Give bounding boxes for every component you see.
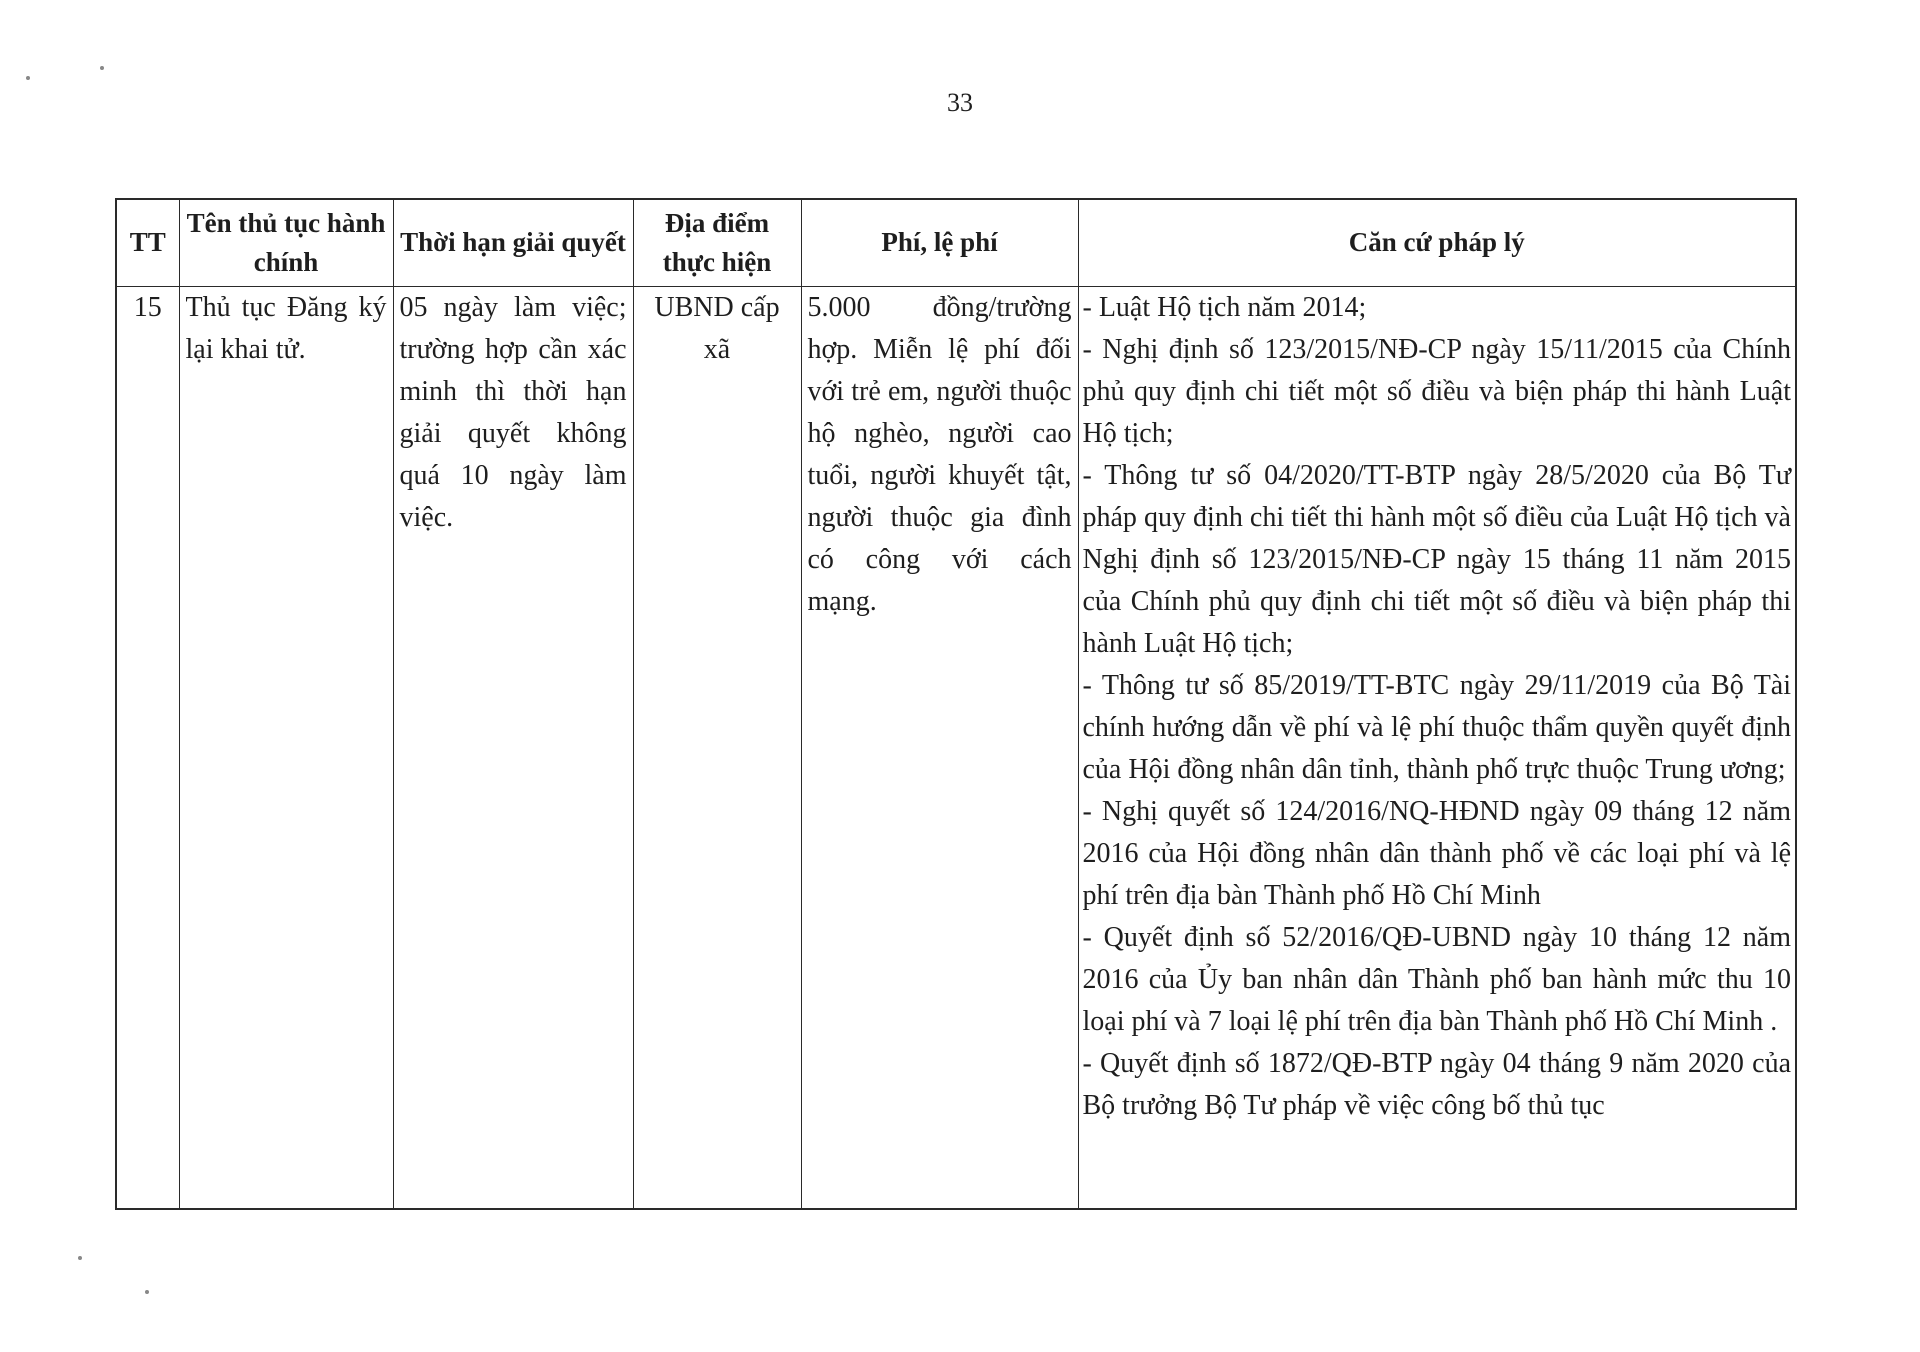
scan-speck xyxy=(26,76,30,80)
scan-speck xyxy=(100,66,104,70)
cell-procedure-name: Thủ tục Đăng ký lại khai tử. xyxy=(179,286,393,1208)
legal-item: - Nghị quyết số 124/2016/NQ-HĐND ngày 09 tháng 12 năm 2016 của Hội đồng nhân dân thành phố về các loại phí và lệ phí trên địa bàn Thành phố Hồ Chí Minh xyxy=(1082,795,1791,911)
cell-duration: 05 ngày làm việc; trường hợp cần xác minh thì thời hạn giải quyết không quá 10 ngày làm việc. xyxy=(393,286,633,1208)
legal-item: - Thông tư số 04/2020/TT-BTP ngày 28/5/2020 của Bộ Tư pháp quy định chi tiết thi hành một số điều của Luật Hộ tịch và Nghị định số 123/2015/NĐ-CP ngày 15 tháng 11 năm 2015 của Chính phủ quy định chi tiết một số điều và biện pháp thi hành Luật Hộ tịch; xyxy=(1082,459,1791,659)
cell-location: UBND cấp xã xyxy=(633,286,801,1208)
legal-item: - Quyết định số 1872/QĐ-BTP ngày 04 tháng 9 năm 2020 của Bộ trưởng Bộ Tư pháp về việc công bố thủ tục xyxy=(1082,1047,1791,1121)
cell-tt: 15 xyxy=(117,286,179,1208)
cell-legal-basis xyxy=(1078,286,1795,1208)
legal-item: - Quyết định số 52/2016/QĐ-UBND ngày 10 tháng 12 năm 2016 của Ủy ban nhân dân Thành phố ban hành mức thu 10 loại phí và 7 loại lệ phí trên địa bàn Thành phố Hồ Chí Minh . xyxy=(1082,921,1791,1037)
header-fee: Phí, lệ phí xyxy=(801,200,1078,286)
table-row xyxy=(117,286,1795,1208)
legal-item: - Luật Hộ tịch năm 2014; xyxy=(1082,291,1367,323)
legal-item: - Thông tư số 85/2019/TT-BTC ngày 29/11/2019 của Bộ Tài chính hướng dẫn về phí và lệ phí thuộc thẩm quyền quyết định của Hội đồng nhân dân tỉnh, thành phố trực thuộc Trung ương; xyxy=(1082,669,1791,785)
header-tt: TT xyxy=(117,200,179,286)
header-procedure-name: Tên thủ tục hành chính xyxy=(179,200,393,286)
header-legal-basis: Căn cứ pháp lý xyxy=(1078,200,1795,286)
scan-speck xyxy=(145,1290,149,1294)
legal-item: - Nghị định số 123/2015/NĐ-CP ngày 15/11/2015 của Chính phủ quy định chi tiết một số điều và biện pháp thi hành Luật Hộ tịch; xyxy=(1082,333,1791,449)
scan-speck xyxy=(78,1256,82,1260)
table-header-row xyxy=(117,200,1795,286)
header-duration: Thời hạn giải quyết xyxy=(393,200,633,286)
page-number: 33 xyxy=(947,88,973,117)
cell-fee: 5.000 đồng/trường hợp. Miễn lệ phí đối với trẻ em, người thuộc hộ nghèo, người cao tuổi, người khuyết tật, người thuộc gia đình có công với cách mạng. xyxy=(801,286,1078,1208)
procedure-table xyxy=(115,198,1797,1210)
header-location: Địa điểm thực hiện xyxy=(633,200,801,286)
